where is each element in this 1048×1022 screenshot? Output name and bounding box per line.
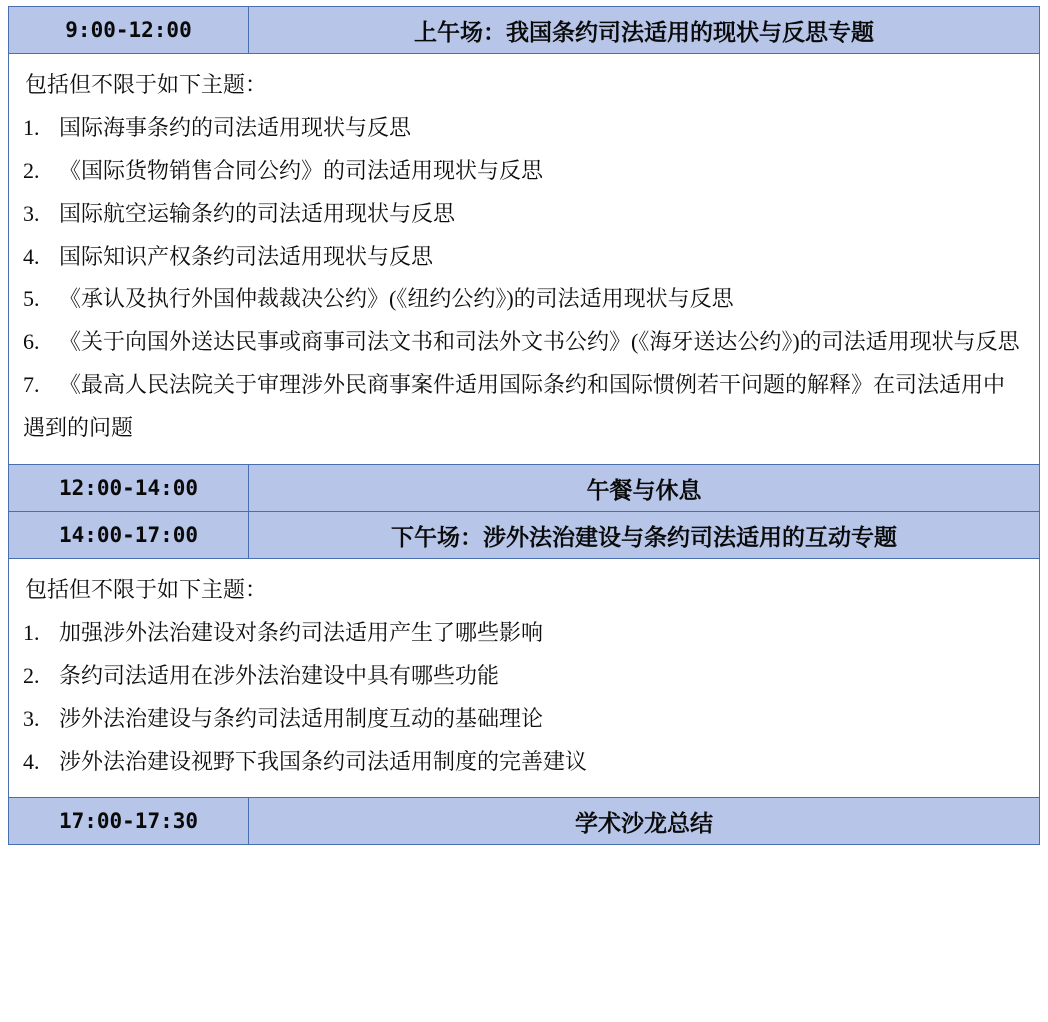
item-text: 《最高人民法院关于审理涉外民商事案件适用国际条约和国际惯例若干问题的解释》在司法适用中遇到的问题: [23, 372, 1006, 441]
morning-title-cell: 上午场：我国条约司法适用的现状与反思专题: [249, 7, 1040, 54]
item-text: 涉外法治建设视野下我国条约司法适用制度的完善建议: [59, 748, 588, 774]
table-row: [9, 559, 1040, 798]
item-number: 2.: [23, 662, 40, 688]
schedule-table: [8, 6, 1040, 845]
item-number: 7.: [23, 372, 40, 398]
item-number: 3.: [23, 705, 40, 731]
list-item: [23, 698, 1025, 741]
afternoon-time-cell: 14:00-17:00: [9, 512, 249, 559]
afternoon-topics-cell: [9, 559, 1040, 798]
item-number: 1.: [23, 619, 40, 645]
morning-topics-cell: [9, 54, 1040, 465]
lunch-title-cell: 午餐与休息: [249, 465, 1040, 512]
item-text: 国际知识产权条约司法适用现状与反思: [59, 243, 434, 269]
morning-time-cell: 9:00-12:00: [9, 7, 249, 54]
list-item: [23, 278, 1025, 321]
summary-time-cell: 17:00-17:30: [9, 798, 249, 845]
list-item: [23, 321, 1025, 364]
item-text: 《承认及执行外国仲裁裁决公约》(《纽约公约》)的司法适用现状与反思: [59, 286, 734, 312]
item-number: 1.: [23, 114, 40, 140]
table-row: [9, 7, 1040, 54]
list-item: [23, 655, 1025, 698]
lunch-time-cell: 12:00-14:00: [9, 465, 249, 512]
list-item: [23, 193, 1025, 236]
list-item: [23, 150, 1025, 193]
item-text: 涉外法治建设与条约司法适用制度互动的基础理论: [59, 705, 544, 731]
list-item: [23, 236, 1025, 279]
item-number: 3.: [23, 200, 40, 226]
table-row: [9, 465, 1040, 512]
item-number: 5.: [23, 286, 40, 312]
list-item: [23, 741, 1025, 784]
item-text: 《关于向国外送达民事或商事司法文书和司法外文书公约》(《海牙送达公约》)的司法适用现状与反思: [59, 329, 1020, 355]
item-number: 4.: [23, 243, 40, 269]
afternoon-topic-list: [23, 612, 1025, 784]
item-text: 国际航空运输条约的司法适用现状与反思: [59, 200, 456, 226]
item-text: 条约司法适用在涉外法治建设中具有哪些功能: [59, 662, 500, 688]
table-row: [9, 54, 1040, 465]
afternoon-title-cell: 下午场：涉外法治建设与条约司法适用的互动专题: [249, 512, 1040, 559]
item-text: 国际海事条约的司法适用现状与反思: [59, 114, 412, 140]
afternoon-intro: 包括但不限于如下主题：: [25, 577, 268, 603]
table-row: [9, 798, 1040, 845]
item-number: 4.: [23, 748, 40, 774]
item-text: 加强涉外法治建设对条约司法适用产生了哪些影响: [59, 619, 544, 645]
item-text: 《国际货物销售合同公约》的司法适用现状与反思: [59, 157, 544, 183]
summary-title-cell: 学术沙龙总结: [249, 798, 1040, 845]
list-item: [23, 612, 1025, 655]
list-item: [23, 364, 1025, 450]
table-row: [9, 512, 1040, 559]
morning-intro: 包括但不限于如下主题：: [25, 72, 268, 97]
morning-topic-list: [23, 107, 1025, 450]
item-number: 6.: [23, 329, 40, 355]
item-number: 2.: [23, 157, 40, 183]
list-item: [23, 107, 1025, 150]
